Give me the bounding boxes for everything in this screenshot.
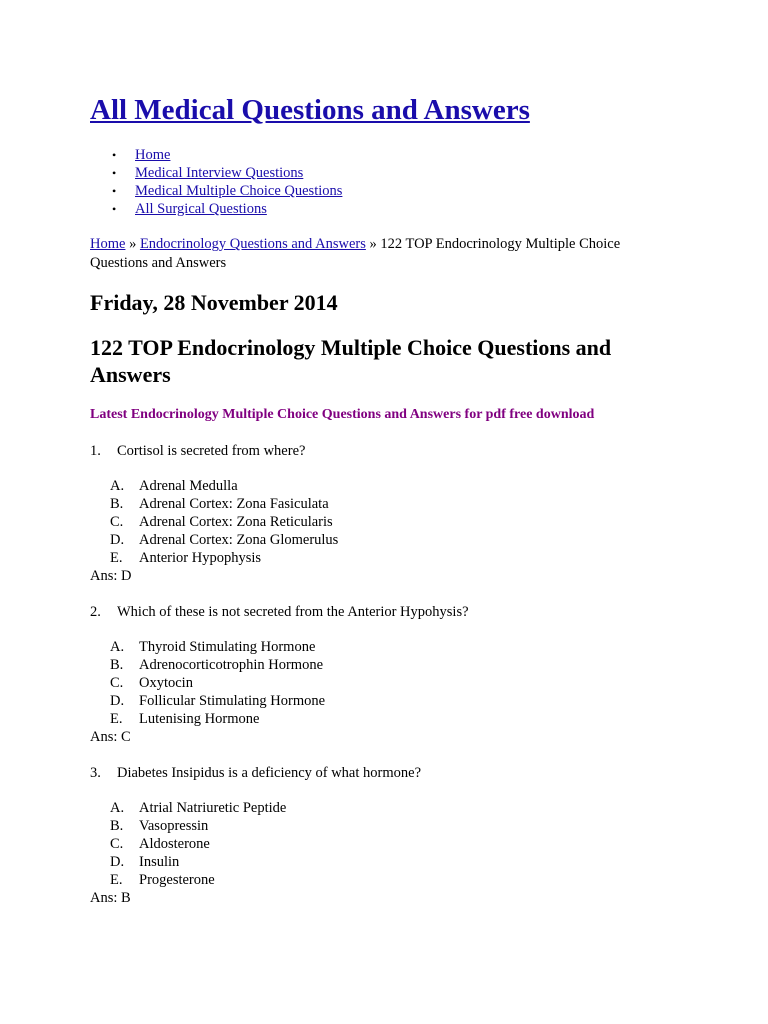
option-text: Anterior Hypophysis bbox=[139, 550, 262, 566]
breadcrumb-separator: » bbox=[125, 236, 140, 252]
option-item bbox=[110, 817, 286, 835]
option-item bbox=[110, 674, 325, 692]
breadcrumb bbox=[90, 235, 660, 273]
option-letter: E. bbox=[110, 711, 123, 727]
option-item bbox=[110, 638, 325, 656]
option-letter: A. bbox=[110, 639, 125, 655]
option-text: Oxytocin bbox=[139, 675, 193, 691]
post-subtitle: Latest Endocrinology Multiple Choice Questions and Answers for pdf free download bbox=[90, 407, 595, 422]
option-letter: A. bbox=[110, 800, 125, 816]
question-text bbox=[90, 442, 305, 460]
option-letter: C. bbox=[110, 514, 124, 530]
option-letter: A. bbox=[110, 478, 125, 494]
options-list bbox=[110, 799, 286, 889]
option-item bbox=[110, 656, 325, 674]
nav-item-medical-multiple-choice-questions bbox=[90, 182, 342, 200]
bullet-icon: • bbox=[112, 202, 117, 216]
option-text: Insulin bbox=[139, 854, 180, 870]
option-item bbox=[110, 549, 338, 567]
option-letter: B. bbox=[110, 496, 124, 512]
nav-item-medical-interview-questions bbox=[90, 164, 342, 182]
question-number: 3. bbox=[90, 765, 101, 781]
option-text: Follicular Stimulating Hormone bbox=[139, 693, 326, 709]
question-label: Cortisol is secreted from where? bbox=[117, 443, 306, 459]
question-label: Which of these is not secreted from the Anterior Hypohysis? bbox=[117, 604, 469, 620]
bullet-icon: • bbox=[112, 166, 117, 180]
answer-text: Ans: D bbox=[90, 568, 132, 584]
nav-link-medical-multiple-choice-questions[interactable]: Medical Multiple Choice Questions bbox=[135, 183, 343, 199]
option-item bbox=[110, 835, 286, 853]
option-letter: D. bbox=[110, 693, 125, 709]
nav-menu bbox=[90, 146, 342, 218]
answer-text: Ans: C bbox=[90, 729, 131, 745]
nav-link-all-surgical-questions[interactable]: All Surgical Questions bbox=[135, 201, 267, 217]
option-text: Vasopressin bbox=[139, 818, 209, 834]
option-text: Lutenising Hormone bbox=[139, 711, 260, 727]
post-date: Friday, 28 November 2014 bbox=[90, 290, 338, 315]
option-text: Progesterone bbox=[139, 872, 215, 888]
option-text: Adrenal Medulla bbox=[139, 478, 238, 494]
options-list bbox=[110, 477, 338, 567]
option-letter: E. bbox=[110, 872, 123, 888]
post-title: 122 TOP Endocrinology Multiple Choice Questions and Answers bbox=[90, 335, 612, 387]
option-item bbox=[110, 853, 286, 871]
breadcrumb-separator: » bbox=[365, 236, 381, 252]
site-title-link[interactable]: All Medical Questions and Answers bbox=[90, 94, 530, 126]
question-number: 2. bbox=[90, 604, 101, 620]
option-item bbox=[110, 513, 338, 531]
site-title bbox=[90, 92, 530, 128]
option-text: Adrenal Cortex: Zona Fasiculata bbox=[139, 496, 329, 512]
option-item bbox=[110, 692, 325, 710]
bullet-icon: • bbox=[112, 184, 117, 198]
option-text: Thyroid Stimulating Hormone bbox=[139, 639, 316, 655]
option-text: Aldosterone bbox=[139, 836, 210, 852]
option-letter: B. bbox=[110, 657, 124, 673]
nav-link-home[interactable]: Home bbox=[135, 147, 171, 163]
nav-item-home bbox=[90, 146, 342, 164]
option-letter: C. bbox=[110, 675, 124, 691]
nav-item-all-surgical-questions bbox=[90, 200, 342, 218]
nav-link-medical-interview-questions[interactable]: Medical Interview Questions bbox=[135, 165, 304, 181]
breadcrumb-category-link[interactable]: Endocrinology Questions and Answers bbox=[139, 236, 366, 252]
option-text: Adrenal Cortex: Zona Reticularis bbox=[139, 514, 333, 530]
breadcrumb-home-link[interactable]: Home bbox=[90, 236, 126, 252]
option-item bbox=[110, 495, 338, 513]
option-item bbox=[110, 799, 286, 817]
option-text: Atrial Natriuretic Peptide bbox=[139, 800, 287, 816]
option-item bbox=[110, 477, 338, 495]
option-text: Adrenal Cortex: Zona Glomerulus bbox=[139, 532, 339, 548]
option-letter: B. bbox=[110, 818, 124, 834]
answer-text: Ans: B bbox=[90, 890, 131, 906]
option-text: Adrenocorticotrophin Hormone bbox=[139, 657, 324, 673]
option-letter: D. bbox=[110, 854, 125, 870]
question-number: 1. bbox=[90, 443, 101, 459]
option-letter: E. bbox=[110, 550, 123, 566]
option-item bbox=[110, 531, 338, 549]
option-item bbox=[110, 871, 286, 889]
option-letter: D. bbox=[110, 532, 125, 548]
bullet-icon: • bbox=[112, 148, 117, 162]
question-text bbox=[90, 603, 469, 621]
breadcrumb-current: 122 TOP Endocrinology Multiple Choice Questions and Answers bbox=[90, 236, 621, 271]
question-label: Diabetes Insipidus is a deficiency of what hormone? bbox=[117, 765, 422, 781]
option-item bbox=[110, 710, 325, 728]
options-list bbox=[110, 638, 325, 728]
option-letter: C. bbox=[110, 836, 124, 852]
question-text bbox=[90, 764, 421, 782]
